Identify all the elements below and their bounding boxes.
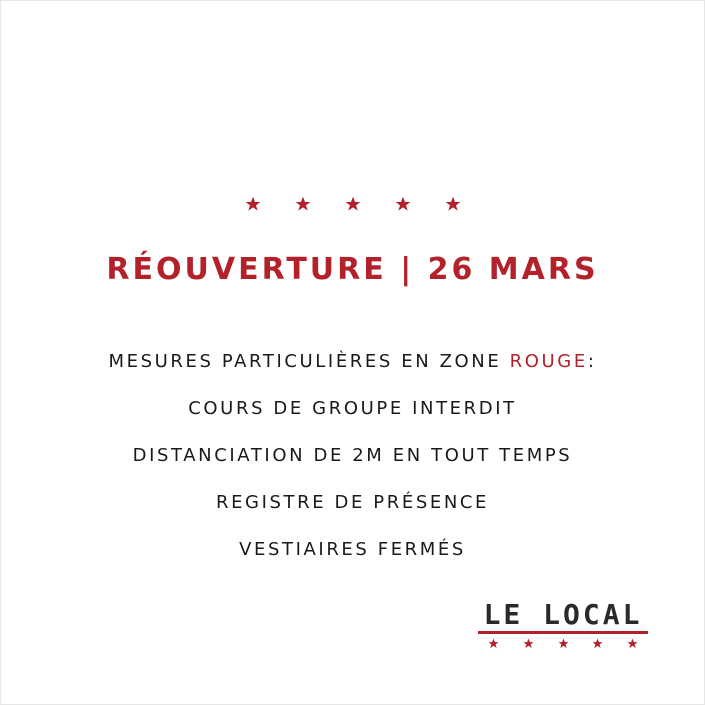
star-icon [295,196,311,212]
star-icon [592,638,603,649]
notice-list [0,346,705,581]
star-row [0,196,705,212]
notice-line: DISTANCIATION DE 2M EN TOUT TEMPS [132,445,573,466]
notice-line-prefix: MESURES PARTICULIÈRES EN ZONE [108,351,510,372]
star-icon [395,196,411,212]
notice-line: COURS DE GROUPE INTERDIT [188,398,517,419]
logo-star-row [488,638,638,649]
page-title: RÉOUVERTURE | 26 MARS [106,252,599,287]
logo-text: LE LOCAL [483,598,643,631]
zone-highlight: ROUGE [509,351,588,372]
notice-line-zone [0,346,705,393]
star-icon [245,196,261,212]
star-icon [558,638,569,649]
star-icon [627,638,638,649]
star-icon [488,638,499,649]
notice-line-suffix: : [587,351,597,372]
notice-line: REGISTRE DE PRÉSENCE [215,492,490,513]
star-icon [523,638,534,649]
logo [474,598,652,654]
logo-divider [478,631,648,634]
star-icon [345,196,361,212]
notice-line: VESTIAIRES FERMÉS [239,539,466,560]
star-icon [445,196,461,212]
